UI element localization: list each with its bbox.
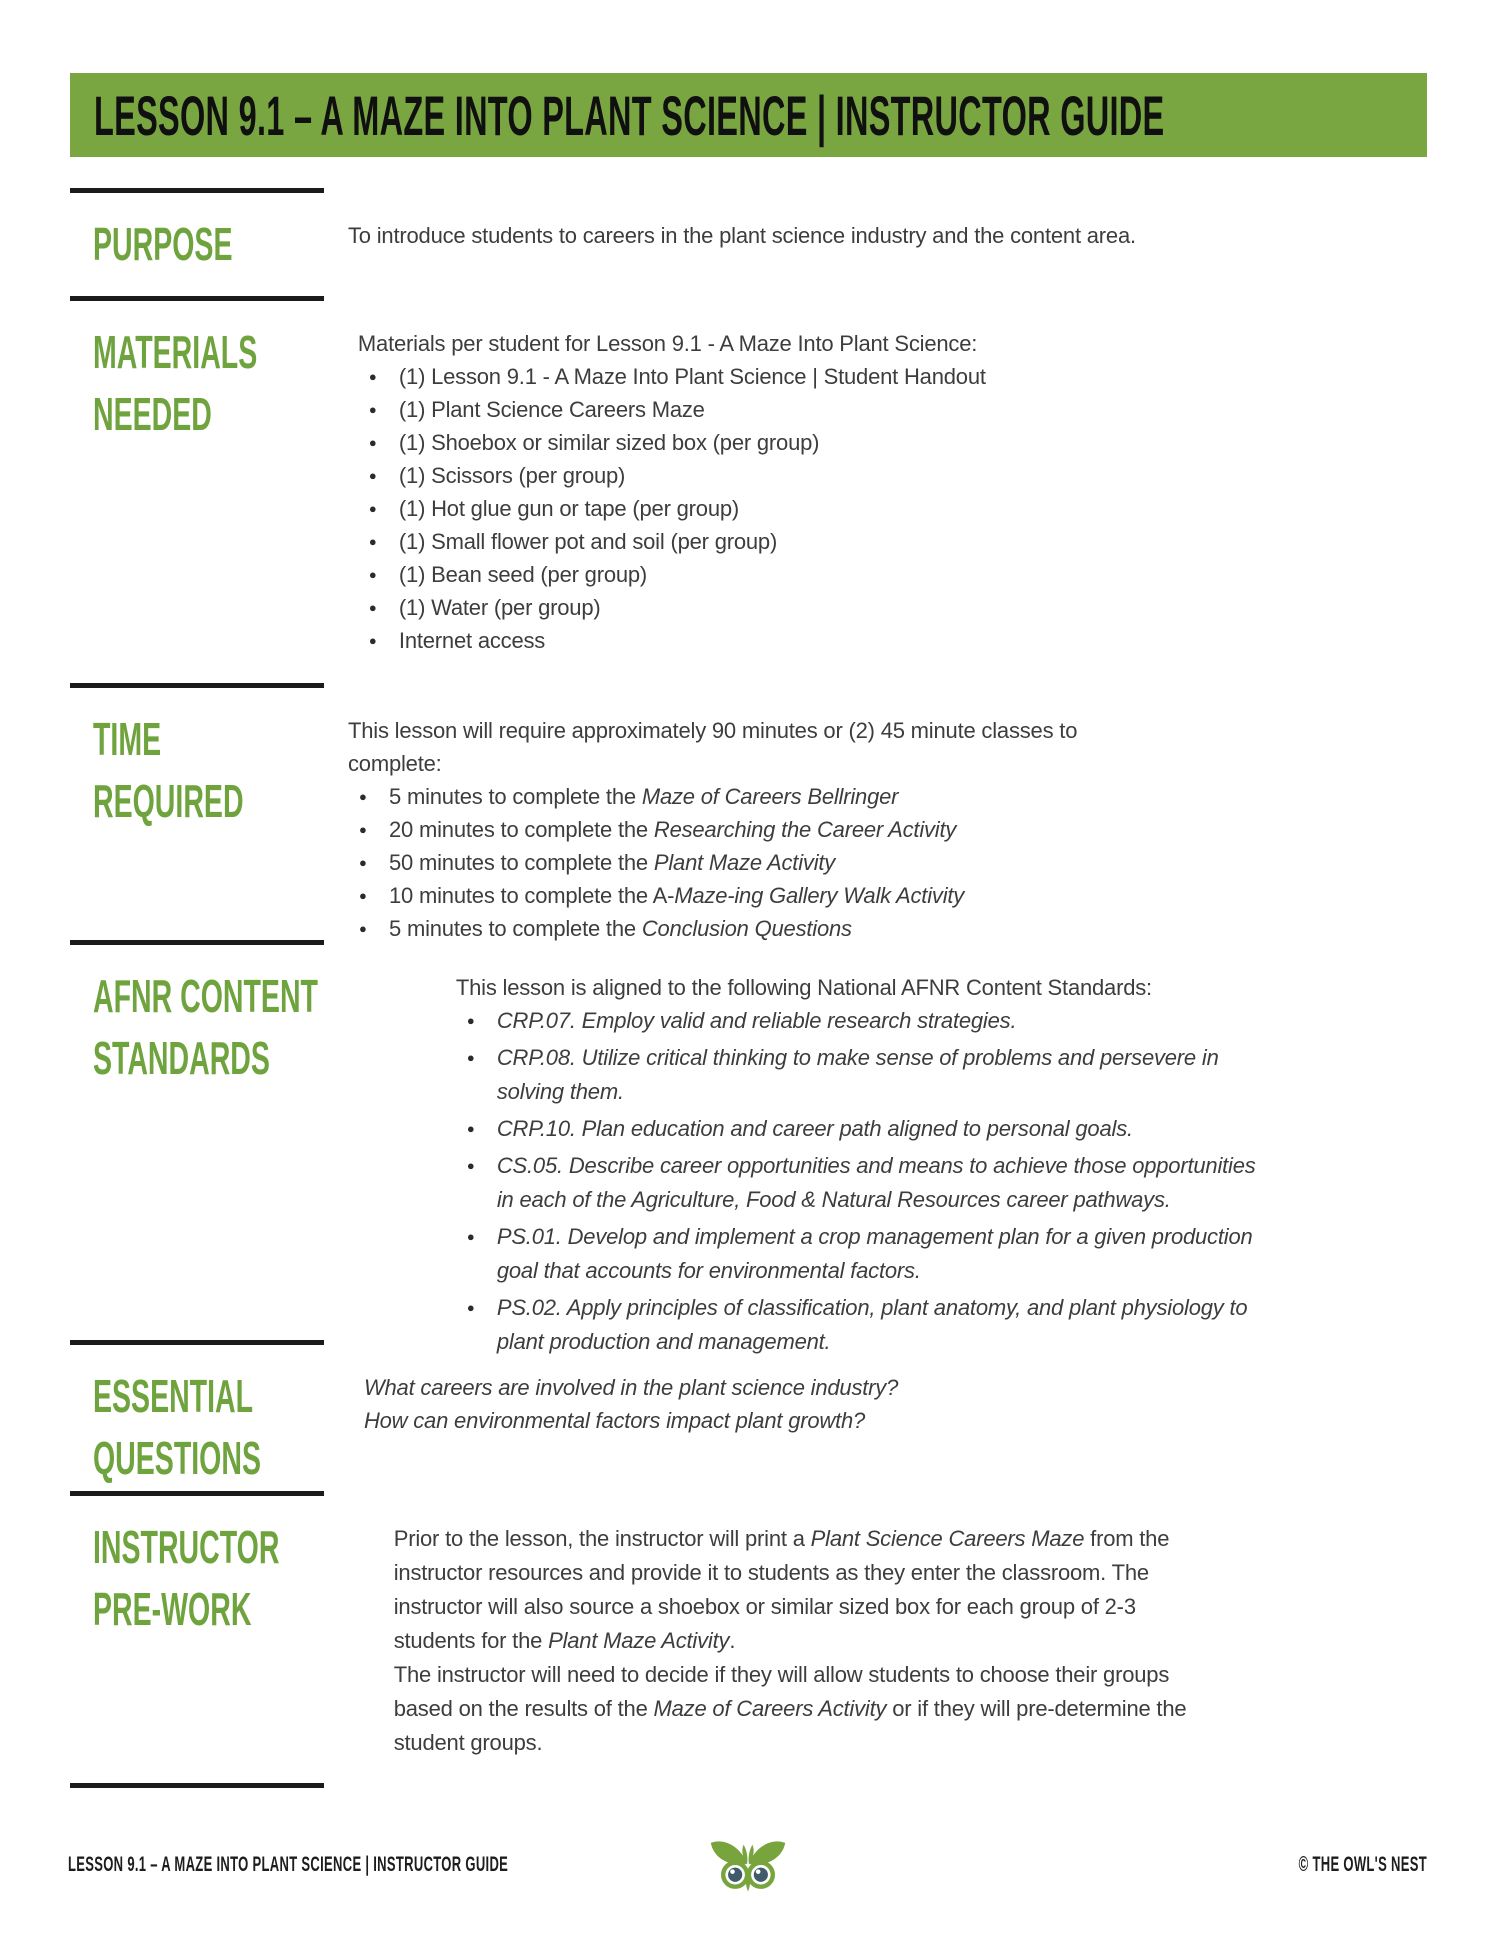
section-heading-time	[70, 688, 348, 832]
footer-copyright: © THE OWL'S NEST	[1298, 1853, 1427, 1876]
list-item: ● CRP.08. Utilize critical thinking to make sense of problems and persevere in solving them.	[456, 1041, 1268, 1109]
list-item: ● 5 minutes to complete the Maze of Careers Bellringer	[348, 780, 1160, 813]
list-item: ● 5 minutes to complete the Conclusion Questions	[348, 912, 1160, 945]
list-item: ● CS.05. Describe career opportunities and means to achieve those opportunities in each of the Agriculture, Food & Natural Resources career pathways.	[456, 1149, 1268, 1217]
heading-line: PRE-WORK	[93, 1583, 252, 1635]
afnr-intro: This lesson is aligned to the following National AFNR Content Standards:	[455, 975, 1152, 1000]
heading-line: REQUIRED	[93, 775, 244, 827]
afnr-list	[456, 1004, 1268, 1359]
section-time	[70, 683, 1427, 945]
section-heading-purpose	[70, 193, 348, 275]
heading-line: TIME	[93, 713, 162, 765]
heading-line: AFNR CONTENT	[93, 970, 318, 1022]
time-list	[348, 780, 1160, 945]
purpose-text: To introduce students to careers in the plant science industry and the content area.	[348, 223, 1136, 248]
section-instructor-prework	[70, 1491, 1427, 1760]
page-title: LESSON 9.1 – A MAZE INTO PLANT SCIENCE | INSTRUCTOR GUIDE	[94, 83, 1165, 147]
list-item: ● 50 minutes to complete the Plant Maze Activity	[348, 846, 1160, 879]
essential-question-1: What careers are involved in the plant science industry?	[363, 1375, 899, 1400]
list-item: ● CRP.07. Employ valid and reliable research strategies.	[456, 1004, 1268, 1038]
prework-paragraph-1: Prior to the lesson, the instructor will print a Plant Science Careers Maze from the instructor resources and provide it to students as they enter the classroom. The instructor will also source a shoebox or similar sized box for each group of 2-3 students for the Plant Maze Activity.	[393, 1526, 1170, 1653]
section-divider	[70, 1783, 324, 1788]
list-item: ● (1) Shoebox or similar sized box (per group)	[358, 426, 1170, 459]
list-item: ● PS.01. Develop and implement a crop management plan for a given production goal that accounts for environmental factors.	[456, 1220, 1268, 1288]
list-item: ● (1) Bean seed (per group)	[358, 558, 1170, 591]
footer-title: LESSON 9.1 – A MAZE INTO PLANT SCIENCE | INSTRUCTOR GUIDE	[68, 1853, 509, 1876]
list-item: ● (1) Scissors (per group)	[358, 459, 1170, 492]
list-item: ● 10 minutes to complete the A-Maze-ing Gallery Walk Activity	[348, 879, 1160, 912]
list-item: ● CRP.10. Plan education and career path aligned to personal goals.	[456, 1112, 1268, 1146]
heading-line: PURPOSE	[93, 218, 233, 270]
list-item: ● (1) Lesson 9.1 - A Maze Into Plant Science | Student Handout	[358, 360, 1170, 393]
list-item: ● 20 minutes to complete the Researching the Career Activity	[348, 813, 1160, 846]
heading-line: INSTRUCTOR	[93, 1521, 280, 1573]
section-heading-essential	[70, 1345, 364, 1489]
page-footer	[68, 1834, 1427, 1896]
title-bar	[70, 73, 1427, 157]
section-materials	[70, 296, 1427, 657]
list-item: ● (1) Plant Science Careers Maze	[358, 393, 1170, 426]
list-item: ● PS.02. Apply principles of classification, plant anatomy, and plant physiology to plant production and management.	[456, 1291, 1268, 1359]
list-item: ● (1) Hot glue gun or tape (per group)	[358, 492, 1170, 525]
materials-list	[358, 360, 1170, 657]
owl-logo-icon	[703, 1834, 793, 1896]
heading-line: MATERIALS	[93, 326, 258, 378]
heading-line: STANDARDS	[93, 1032, 270, 1084]
heading-line: QUESTIONS	[93, 1432, 261, 1484]
section-heading-materials	[70, 301, 358, 445]
section-purpose	[70, 188, 1427, 275]
section-heading-prework	[70, 1496, 394, 1640]
section-heading-afnr	[70, 945, 456, 1089]
section-afnr-standards	[70, 940, 1427, 1362]
section-essential-questions	[70, 1340, 1427, 1489]
list-item: ● Internet access	[358, 624, 1170, 657]
essential-question-2: How can environmental factors impact plant growth?	[363, 1408, 866, 1433]
time-intro: This lesson will require approximately 90 minutes or (2) 45 minute classes to complete:	[348, 718, 1078, 776]
prework-paragraph-2: The instructor will need to decide if they will allow students to choose their groups based on the results of the Maze of Careers Activity or if they will pre-determine the student groups.	[393, 1662, 1187, 1755]
materials-intro: Materials per student for Lesson 9.1 - A Maze Into Plant Science:	[357, 331, 978, 356]
list-item: ● (1) Water (per group)	[358, 591, 1170, 624]
heading-line: ESSENTIAL	[93, 1370, 254, 1422]
heading-line: NEEDED	[93, 388, 212, 440]
list-item: ● (1) Small flower pot and soil (per group)	[358, 525, 1170, 558]
